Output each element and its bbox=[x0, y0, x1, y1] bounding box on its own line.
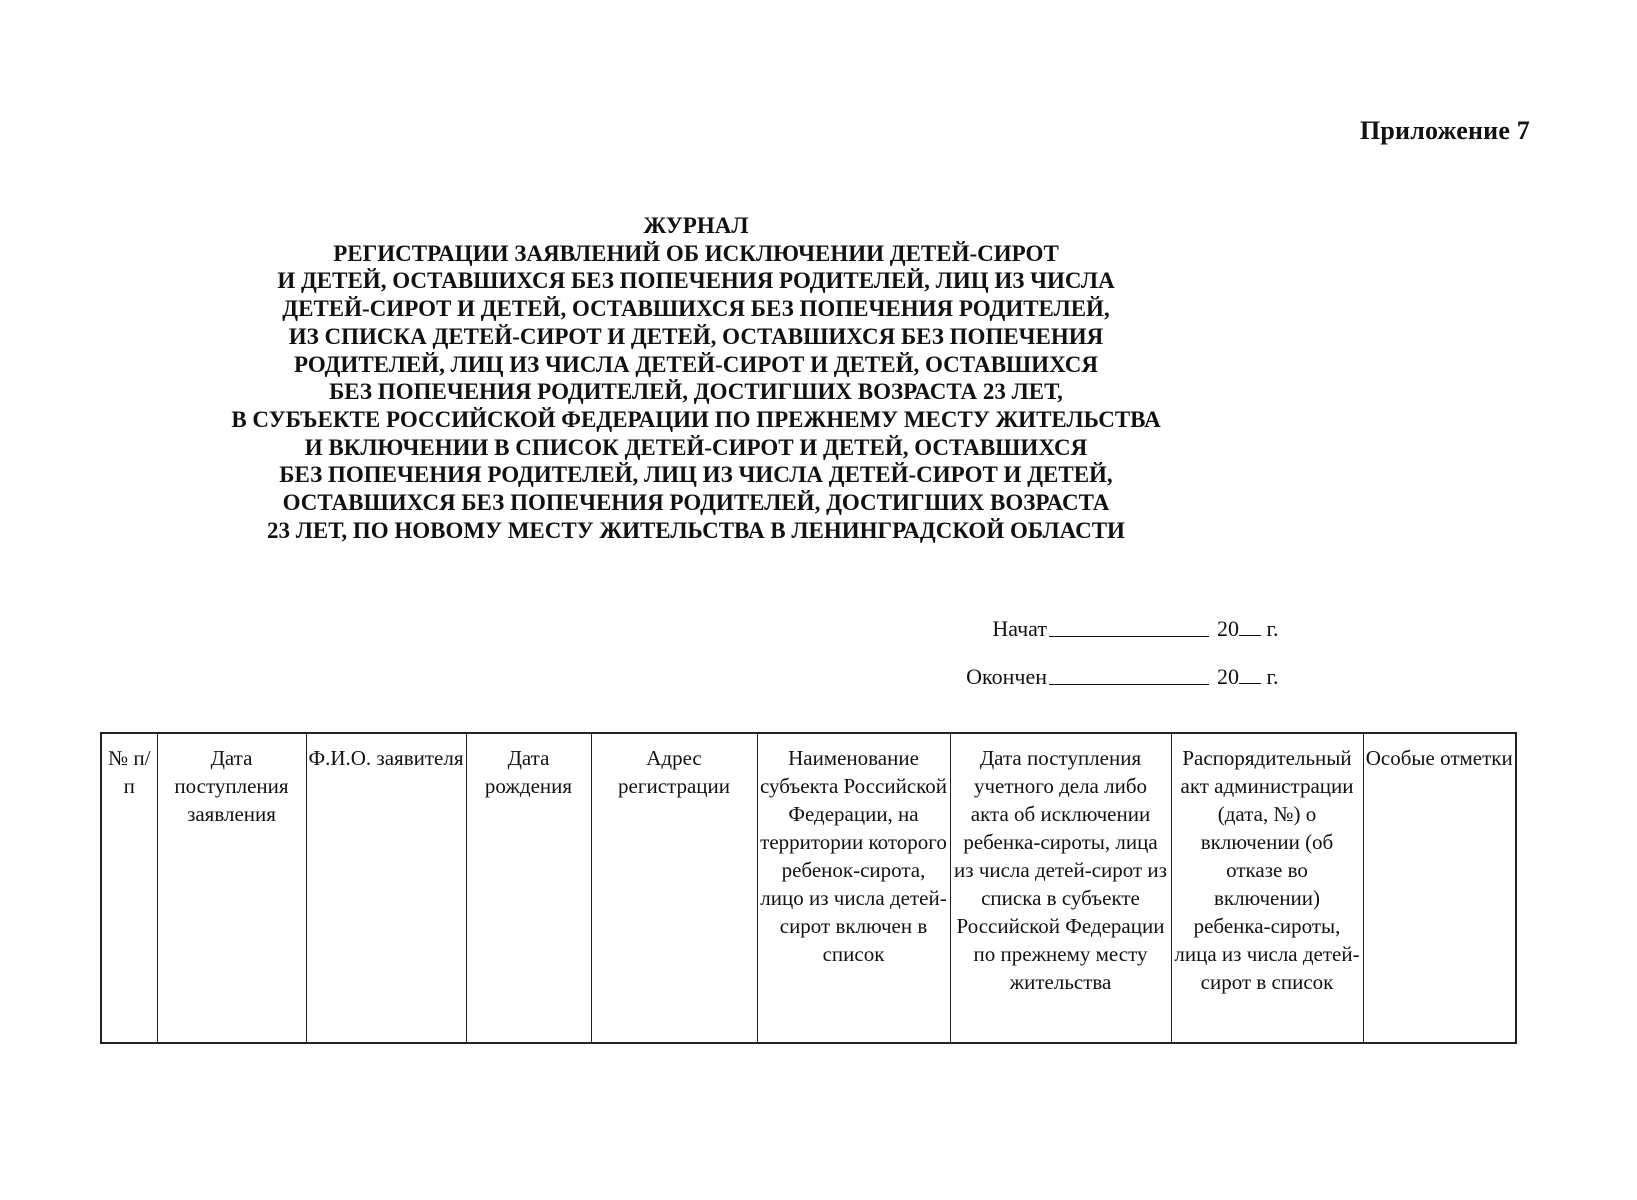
started-date-blank bbox=[1049, 636, 1209, 637]
year-prefix: 20 bbox=[1217, 664, 1239, 689]
title-line: И ДЕТЕЙ, ОСТАВШИХСЯ БЕЗ ПОПЕЧЕНИЯ РОДИТЕЛЕЙ, ЛИЦ ИЗ ЧИСЛА bbox=[277, 268, 1115, 294]
header-administrative-act: Распорядительный акт администрации (дата, №) о включении (об отказе во включении) ребенка-сироты, лица из числа детей-сирот в список bbox=[1171, 733, 1363, 1043]
started-year bbox=[1217, 616, 1279, 642]
title-line: РОДИТЕЛЕЙ, ЛИЦ ИЗ ЧИСЛА ДЕТЕЙ-СИРОТ И ДЕТЕЙ, ОСТАВШИХСЯ bbox=[293, 351, 1099, 377]
header-number: № п/п bbox=[101, 733, 157, 1043]
header-registration-address: Адрес регистрации bbox=[591, 733, 757, 1043]
started-date-line bbox=[945, 616, 1365, 646]
title-line: ДЕТЕЙ-СИРОТ И ДЕТЕЙ, ОСТАВШИХСЯ БЕЗ ПОПЕЧЕНИЯ РОДИТЕЛЕЙ, bbox=[282, 296, 1110, 322]
year-prefix: 20 bbox=[1217, 616, 1239, 641]
header-applicant-name: Ф.И.О. заявителя bbox=[306, 733, 466, 1043]
year-suffix: г. bbox=[1266, 664, 1279, 689]
started-label: Начат bbox=[992, 616, 1047, 641]
header-case-receipt-date: Дата поступления учетного дела либо акта об исключении ребенка-сироты, лица из числа детей-сирот из списка в субъекте Российской Федерации по прежнему месту жительства bbox=[950, 733, 1171, 1043]
title-line: ОСТАВШИХСЯ БЕЗ ПОПЕЧЕНИЯ РОДИТЕЛЕЙ, ДОСТИГШИХ ВОЗРАСТА bbox=[282, 490, 1110, 516]
document-title bbox=[196, 212, 1196, 544]
year-suffix: г. bbox=[1266, 616, 1279, 641]
year-blank bbox=[1239, 617, 1261, 636]
title-line: РЕГИСТРАЦИИ ЗАЯВЛЕНИЙ ОБ ИСКЛЮЧЕНИИ ДЕТЕЙ-СИРОТ bbox=[333, 240, 1059, 266]
header-application-date: Дата поступления заявления bbox=[157, 733, 306, 1043]
title-line: ИЗ СПИСКА ДЕТЕЙ-СИРОТ И ДЕТЕЙ, ОСТАВШИХСЯ БЕЗ ПОПЕЧЕНИЯ bbox=[288, 323, 1104, 349]
header-federal-subject: Наименование субъекта Российской Федерации, на территории которого ребенок-сирота, лицо из числа детей-сирот включен в список bbox=[757, 733, 950, 1043]
header-birth-date: Дата рождения bbox=[466, 733, 591, 1043]
finished-date-blank bbox=[1049, 684, 1209, 685]
finished-label: Окончен bbox=[966, 664, 1047, 689]
table-header-row bbox=[101, 733, 1516, 1043]
appendix-label: Приложение 7 bbox=[1359, 116, 1530, 145]
title-line: В СУБЪЕКТЕ РОССИЙСКОЙ ФЕДЕРАЦИИ ПО ПРЕЖНЕМУ МЕСТУ ЖИТЕЛЬСТВА bbox=[231, 406, 1161, 432]
journal-table bbox=[100, 732, 1517, 1044]
title-line: БЕЗ ПОПЕЧЕНИЯ РОДИТЕЛЕЙ, ДОСТИГШИХ ВОЗРАСТА 23 ЛЕТ, bbox=[329, 379, 1063, 405]
year-blank bbox=[1239, 665, 1261, 684]
title-line: БЕЗ ПОПЕЧЕНИЯ РОДИТЕЛЕЙ, ЛИЦ ИЗ ЧИСЛА ДЕТЕЙ-СИРОТ И ДЕТЕЙ, bbox=[279, 462, 1113, 488]
title-line: 23 ЛЕТ, ПО НОВОМУ МЕСТУ ЖИТЕЛЬСТВА В ЛЕНИНГРАДСКОЙ ОБЛАСТИ bbox=[267, 517, 1125, 543]
title-line: ЖУРНАЛ bbox=[643, 213, 749, 238]
finished-date-line bbox=[945, 664, 1365, 694]
title-line: И ВКЛЮЧЕНИИ В СПИСОК ДЕТЕЙ-СИРОТ И ДЕТЕЙ, ОСТАВШИХСЯ bbox=[304, 434, 1088, 460]
header-special-notes: Особые отметки bbox=[1363, 733, 1516, 1043]
finished-year bbox=[1217, 664, 1279, 690]
